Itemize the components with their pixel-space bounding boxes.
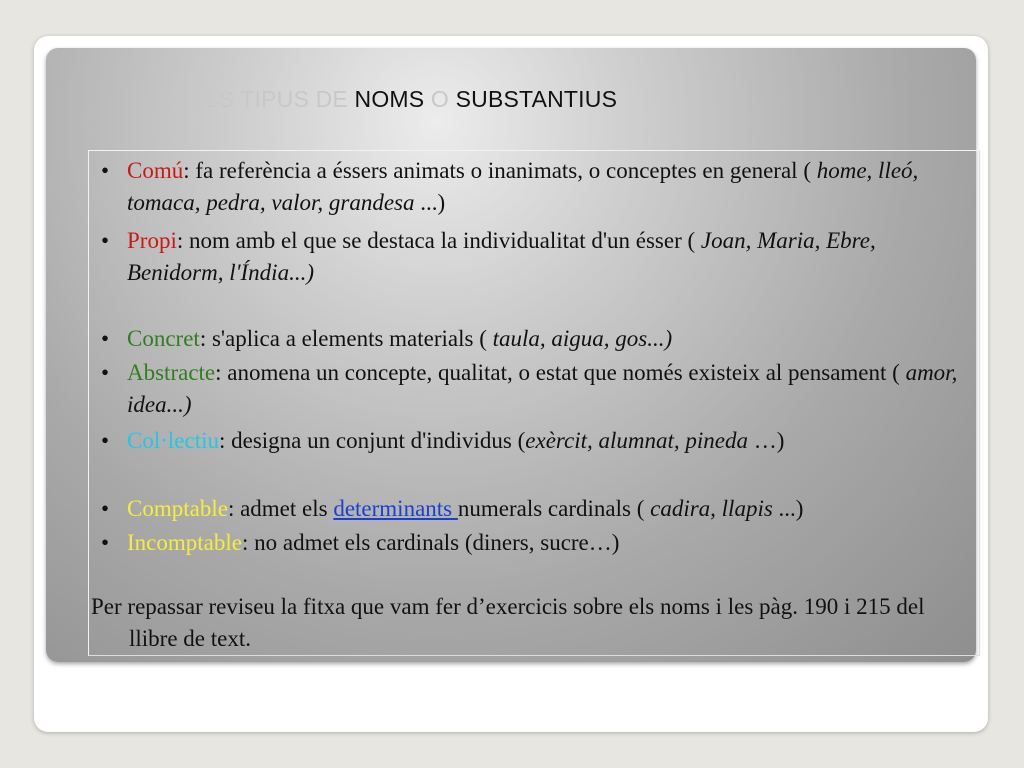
title-part-4: SUBSTANTIUS xyxy=(455,86,618,112)
list-item-abstracte: • Abstracte: anomena un concepte, qualitat, o estat que només existeix al pensament ( amor, idea...) xyxy=(127,357,977,421)
title-part-3: O xyxy=(424,86,456,112)
term-comptable: Comptable xyxy=(127,496,228,521)
list-item-incomptable: • Incomptable: no admet els cardinals (diners, sucre…) xyxy=(127,527,977,559)
list-item-concret: • Concret: s'aplica a elements materials ( taula, aigua, gos...) xyxy=(127,323,977,355)
list-item-comptable: • Comptable: admet els determinants numerals cardinals ( cadira, llapis ...) xyxy=(127,493,977,525)
list-item-propi: • Propi: nom amb el que se destaca la individualitat d'un ésser ( Joan, Maria, Ebre, Benidorm, l'Índia...) xyxy=(127,225,977,289)
slide-title xyxy=(190,86,617,113)
list-item-collectiu: • Col·lectiu: designa un conjunt d'individus (exèrcit, alumnat, pineda …) xyxy=(127,425,977,457)
determinants-link[interactable]: determinants xyxy=(333,496,458,521)
term-incomptable: Incomptable xyxy=(127,530,242,555)
title-part-2: NOMS xyxy=(354,86,425,112)
term-collectiu: Col·lectiu xyxy=(127,428,219,453)
term-propi: Propi xyxy=(127,228,177,253)
list-item-comu: • Comú: fa referència a éssers animats o inanimats, o conceptes en general ( home, lleó, tomaca, pedra, valor, grandesa ...) xyxy=(127,155,977,219)
title-part-1: ELS TIPUS DE xyxy=(190,86,355,112)
term-comu: Comú xyxy=(127,158,184,183)
review-note: Per repassar reviseu la fitxa que vam fer d’exercicis sobre els noms i les pàg. 190 i 215 del llibre de text. xyxy=(91,594,925,651)
term-abstracte: Abstracte xyxy=(127,360,216,385)
content-box xyxy=(88,150,980,656)
term-concret: Concret xyxy=(127,326,200,351)
